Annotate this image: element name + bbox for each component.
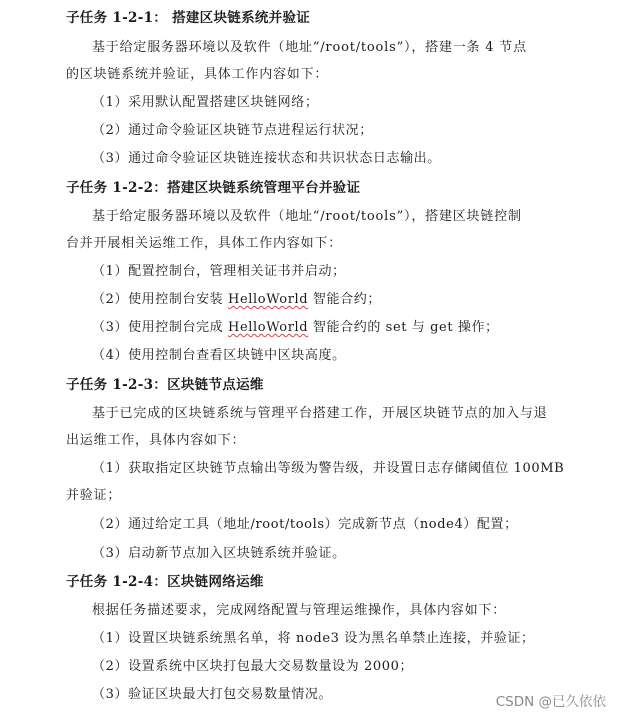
- section-4-intro-line1: 根据任务描述要求，完成网络配置与管理运维操作，具体内容如下：: [92, 603, 507, 618]
- section-2-item-1: （1）配置控制台，管理相关证书并启动；: [92, 264, 346, 279]
- section-2-item-2: [92, 288, 381, 307]
- item-3-prefix: （3）使用控制台完成: [92, 320, 229, 335]
- section-2-heading: 子任务 1-2-2：搭建区块链系统管理平台并验证: [66, 180, 361, 196]
- item-2-prefix: （2）使用控制台安装: [92, 292, 229, 307]
- item-2-suffix: 智能合约；: [308, 292, 381, 307]
- csdn-watermark: CSDN @已久依依: [495, 694, 606, 710]
- section-1-intro-line2: 的区块链系统并验证，具体工作内容如下：: [66, 67, 329, 82]
- helloworld-term: HelloWorld: [228, 292, 309, 307]
- section-3-intro-line2: 出运维工作，具体内容如下：: [66, 433, 246, 448]
- section-1-item-1: （1）采用默认配置搭建区块链网络；: [92, 95, 319, 110]
- section-4-item-1: （1）设置区块链系统黑名单，将 node3 设为黑名单禁止连接，并验证；: [92, 631, 535, 646]
- item-3-suffix: 智能合约的 set 与 get 操作；: [308, 320, 499, 335]
- section-4-heading: 子任务 1-2-4：区块链网络运维: [66, 574, 264, 590]
- section-4-item-2: （2）设置系统中区块打包最大交易数量设为 2000；: [92, 659, 414, 674]
- section-3-heading: 子任务 1-2-3：区块链节点运维: [66, 377, 264, 393]
- section-3-item-3: （3）启动新节点加入区块链系统并验证。: [92, 546, 346, 561]
- section-1-item-3: （3）通过命令验证区块链连接状态和共识状态日志输出。: [92, 151, 441, 166]
- section-2-intro-line2: 台并开展相关运维工作，具体工作内容如下：: [66, 236, 343, 251]
- section-2-intro-line1: 基于给定服务器环境以及软件（地址“/root/tools”），搭建区块链控制: [92, 209, 522, 224]
- section-1-intro-line1: 基于给定服务器环境以及软件（地址“/root/tools”），搭建一条 4 节点: [92, 40, 527, 55]
- section-1-item-2: （2）通过命令验证区块链节点进程运行状况；: [92, 123, 373, 138]
- section-2-item-3: [92, 316, 499, 335]
- helloworld-term: HelloWorld: [228, 320, 309, 335]
- section-2-item-4: （4）使用控制台查看区块链中区块高度。: [92, 348, 346, 363]
- section-3-item-1-cont: 并验证；: [66, 488, 122, 503]
- section-4-item-3: （3）验证区块最大打包交易数量情况。: [92, 687, 333, 702]
- section-1-heading: 子任务 1-2-1： 搭建区块链系统并验证: [66, 10, 311, 26]
- section-3-item-1: （1）获取指定区块链节点输出等级为警告级，并设置日志存储阈值位 100MB: [92, 461, 565, 476]
- section-3-item-2: （2）通过给定工具（地址/root/tools）完成新节点（node4）配置；: [92, 517, 518, 532]
- section-3-intro-line1: 基于已完成的区块链系统与管理平台搭建工作，开展区块链节点的加入与退: [92, 406, 548, 421]
